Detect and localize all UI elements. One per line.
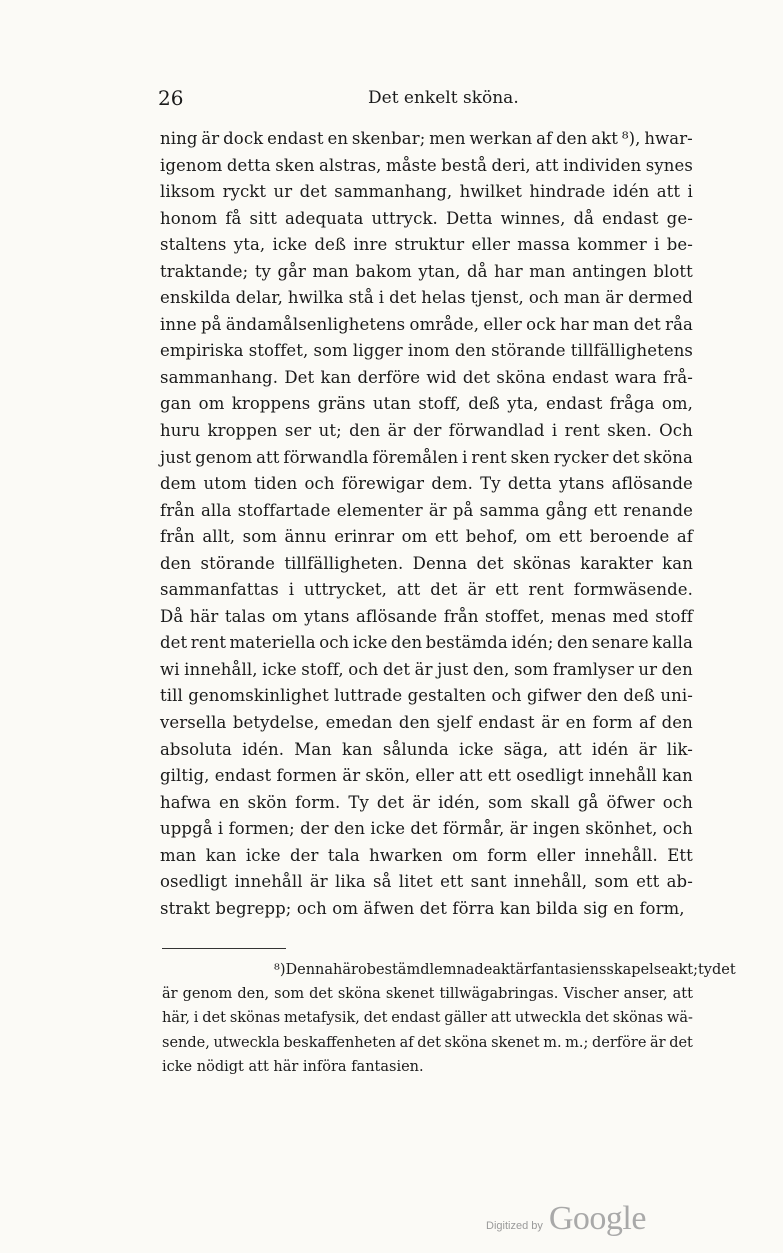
text-line: honom få sitt adequata uttryck. Detta winnes, då endast ge- — [160, 208, 693, 228]
text-line: strakt begrepp; och om äfwen det förra kan bilda sig en form, — [160, 898, 685, 918]
text-line: sammanfattas i uttrycket, att det är ett rent formwäsende. — [160, 580, 693, 600]
text-line: dem utom tiden och förewigar dem. Ty detta ytans aflösande — [160, 474, 693, 494]
footnote-line: icke nödigt att här införa fantasien. — [162, 1058, 424, 1075]
text-line: det rent materiella och icke den bestämda idén; den senare kalla — [160, 633, 693, 653]
text-line: liksom ryckt ur det sammanhang, hwilket hindrade idén att i — [160, 182, 693, 202]
text-line: just genom att förwandla föremålen i rent sken rycker det sköna — [160, 447, 693, 467]
running-head: Det enkelt sköna. — [368, 88, 519, 108]
footnote-line: ⁸) Denna här obestämd lemnade akt är fantasiens skapelseakt; ty det — [274, 962, 736, 978]
text-line: inne på ändamålsenlighetens område, eller ock har man det råa — [160, 314, 693, 334]
digitized-by-label: Digitized by — [486, 1220, 543, 1232]
text-line: empiriska stoffet, som ligger inom den störande tillfällighetens — [160, 341, 693, 361]
footnote-line: är genom den, som det sköna skenet tillwägabringas. Vischer anser, att — [162, 986, 693, 1003]
text-line: hafwa en skön form. Ty det är idén, som skall gå öfwer och — [160, 792, 693, 812]
text-line: man kan icke der tala hwarken om form eller innehåll. Ett — [160, 845, 693, 865]
text-line: sammanhang. Det kan derföre wid det sköna endast wara frå- — [160, 367, 693, 387]
text-line: absoluta idén. Man kan sålunda icke säga, att idén är lik- — [160, 739, 693, 759]
text-line: staltens yta, icke deß inre struktur eller massa kommer i be- — [160, 235, 693, 255]
text-line: igenom detta sken alstras, måste bestå deri, att individen synes — [160, 155, 693, 175]
text-line: ning är dock endast en skenbar; men werkan af den akt ⁸), hwar- — [160, 129, 693, 148]
digitized-watermark — [486, 1200, 646, 1238]
text-line: Då här talas om ytans aflösande från stoffet, menas med stoff — [160, 606, 693, 626]
footnote-line: här, i det skönas metafysik, det endast gäller att utweckla det skönas wä- — [162, 1010, 693, 1027]
text-line: från alla stoffartade elementer är på samma gång ett renande — [160, 500, 693, 520]
page-number: 26 — [158, 86, 184, 110]
body-text — [160, 126, 693, 922]
footnote-rule — [162, 948, 286, 949]
text-line: versella betydelse, emedan den sjelf endast är en form af den — [160, 713, 693, 733]
footnote — [162, 958, 736, 1079]
text-line: huru kroppen ser ut; den är der förwandlad i rent sken. Och — [160, 421, 693, 441]
google-logo: Google — [548, 1200, 646, 1237]
text-line: osedligt innehåll är lika så litet ett sant innehåll, som ett ab- — [160, 872, 693, 892]
footnote-line: sende, utweckla beskaffenheten af det sköna skenet m. m.; derföre är det — [162, 1034, 693, 1051]
text-line: giltig, endast formen är skön, eller att ett osedligt innehåll kan — [160, 766, 693, 786]
text-line: enskilda delar, hwilka stå i det helas tjenst, och man är dermed — [160, 288, 693, 308]
text-line: uppgå i formen; der den icke det förmår, är ingen skönhet, och — [160, 819, 693, 839]
text-line: wi innehåll, icke stoff, och det är just den, som framlyser ur den — [160, 659, 693, 679]
text-line: gan om kroppens gräns utan stoff, deß yta, endast fråga om, — [160, 394, 693, 414]
text-line: traktande; ty går man bakom ytan, då har man antingen blott — [160, 261, 693, 281]
text-line: till genomskinlighet luttrade gestalten och gifwer den deß uni- — [160, 686, 693, 706]
text-line: från allt, som ännu erinrar om ett behof, om ett beroende af — [160, 527, 693, 547]
text-line: den störande tillfälligheten. Denna det skönas karakter kan — [160, 553, 693, 573]
